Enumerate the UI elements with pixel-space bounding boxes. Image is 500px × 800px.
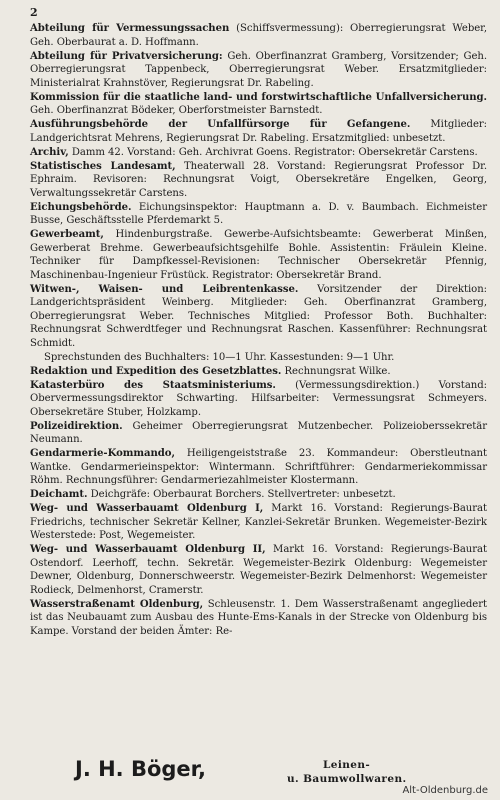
directory-entry — [30, 91, 487, 118]
entry-heading: Weg- und Wasserbauamt Oldenburg II, — [30, 544, 266, 555]
entry-heading: Witwen-, Waisen- und Leibrentenkasse. — [30, 283, 299, 295]
directory-listing — [30, 3, 487, 638]
entry-text: Geh. Oberfinanzrat Bödeker, Oberforstmeister Barnstedt. — [30, 105, 323, 116]
entry-text: Schleusenstr. 1. Dem Wasserstraßenamt angegliedert ist das Neubauamt zum Ausbau des Hunte-Ems-Kanals in der Strecke von Oldenburg bis Kampe. Vorstand der beiden Ämter: Re- — [30, 598, 487, 637]
ad-company-name: J. H. Böger, — [75, 757, 206, 781]
watermark: Alt-Oldenburg.de — [402, 785, 488, 796]
directory-entry — [30, 598, 487, 639]
entry-text: Markt 16. Vorstand: Regierungs-Baurat Friedrichs, technischer Sekretär Kellner, Kanzlei-Sekretär Brunken. Wegemeister-Bezirk Westerstede: Post, Wegemeister. — [30, 503, 488, 541]
entry-heading: Gewerbeamt, — [30, 229, 104, 240]
directory-entry — [30, 379, 487, 420]
entry-heading: Polizeidirektion. — [30, 420, 123, 432]
entry-heading: Gendarmerie-Kommando, — [30, 448, 175, 459]
directory-entry — [30, 118, 487, 145]
entry-heading: Ausführungsbehörde der Unfallfürsorge für Gefangene. — [30, 119, 411, 130]
directory-entry — [30, 543, 487, 597]
entry-text: Deichgräfe: Oberbaurat Borchers. Stellvertreter: unbesetzt. — [87, 489, 396, 500]
ad-line-1: Leinen- — [323, 759, 371, 771]
entry-text: Rechnungsrat Wilke. — [281, 365, 391, 377]
entry-text: Markt 16. Vorstand: Regierungs-Baurat Ostendorf. Leerhoff, techn. Sekretär. Wegemeister-Bezirk Oldenburg: Wegemeister Dewner, Oldenburg, Donnerschweerstr. Wegemeister-Bezirk Delmenhorst: Wegemeister Rodieck, Delmenhorst, Cramerstr. — [30, 544, 487, 596]
directory-entry — [30, 502, 487, 543]
entry-text: Theaterwall 28. Vorstand: Regierungsrat Professor Dr. Ephraim. Revisoren: Rechnungsrat Voigt, Obersekretäre Engelken, Georg, Verwaltungssekretär Carstens. — [30, 160, 487, 199]
entry-heading: Eichungsbehörde. — [30, 201, 132, 213]
entry-heading: Abteilung für Vermessungssachen — [30, 23, 230, 34]
entry-text: Vorsitzender der Direktion: Landgerichtspräsident Weinberg. Mitglieder: Geh. Oberfinanzrat Gramberg, Oberregierungsrat Weber. Technisches Mitglied: Professor Both. Buchhalter: Rechnungsrat Schwerdtfeger und Rechnungsrat Raschen. Kassenführer: Rechnungsrat Schmidt. — [30, 283, 487, 349]
ad-line-2: u. Baumwollwaren. — [287, 773, 407, 785]
entry-text: Geheimer Oberregierungsrat Mutzenbecher. Polizeioberssekretär Neumann. — [30, 420, 487, 445]
entry-heading: Katasterbüro des Staatsministeriums. — [30, 379, 276, 391]
entry-heading: Redaktion und Expedition des Gesetzblattes. — [30, 365, 282, 377]
directory-entry — [30, 228, 487, 282]
entry-text: (Vermessungsdirektion.) Vorstand: Obervermessungsdirektor Schwarting. Hilfsarbeiter: Vermessungsrat Schmeyers. Obersekretäre Stuber, Holzkamp. — [30, 379, 487, 418]
directory-entry — [30, 488, 487, 502]
entry-text: Damm 42. Vorstand: Geh. Archivrat Goens. Registrator: Obersekretär Carstens. — [68, 146, 478, 158]
entry-text: Geh. Oberfinanzrat Gramberg, Vorsitzender; Geh. Oberregierungsrat Tappenbeck, Oberregierungsrat Weber. Ersatzmitglieder: Ministerialrat Krahnstöver, Regierungsrat Dr. Rabeling. — [30, 50, 487, 89]
entry-text: Sprechstunden des Buchhalters: 10—1 Uhr. Kassestunden: 9—1 Uhr. — [44, 351, 395, 363]
entry-heading: Archiv, — [30, 146, 69, 158]
entry-text: Mitglieder: Landgerichtsrat Mehrens, Regierungsrat Dr. Rabeling. Ersatzmitglied: unbesetzt. — [30, 119, 488, 144]
directory-entry — [30, 50, 487, 91]
entry-text: (Schiffsvermessung): Oberregierungsrat Weber, Geh. Oberbaurat a. D. Hoffmann. — [30, 23, 487, 48]
entry-heading: Weg- und Wasserbauamt Oldenburg I, — [30, 503, 264, 514]
directory-entry — [30, 283, 487, 351]
entry-heading: Kommission für die staatliche land- und forstwirtschaftliche Unfallversicherung. — [30, 91, 487, 103]
entry-text: Heiligengeiststraße 23. Kommandeur: Oberstleutnant Wantke. Gendarmerieinspektor: Wintermann. Schriftführer: Gendarmeriekommissar Röhm. Rechnungsführer: Gendarmeriezahlmeister Klostermann. — [30, 448, 487, 486]
directory-entry — [30, 22, 487, 49]
directory-entry — [30, 146, 487, 160]
entry-text: Hindenburgstraße. Gewerbe-Aufsichtsbeamte: Gewerberat Minßen, Gewerberat Brehme. Gewerbeaufsichtsgehilfe Bohle. Assistentin: Fräulein Kleine. Techniker für Dampfkessel-Revisionen: Technischer Obersekretär Pfennig, Maschinenbau-Ingenieur Früstück. Registrator: Obersekretär Brand. — [30, 229, 487, 281]
entry-heading: Deichamt. — [30, 489, 88, 500]
directory-entry — [30, 420, 487, 447]
directory-entry — [30, 201, 487, 228]
directory-entry — [30, 447, 487, 488]
entry-heading: Wasserstraßenamt Oldenburg, — [30, 598, 204, 610]
entry-heading: Abteilung für Privatversicherung: — [30, 50, 223, 62]
directory-entry — [30, 365, 487, 379]
page-number: 2 — [30, 6, 38, 19]
entry-heading: Statistisches Landesamt, — [30, 160, 176, 172]
directory-entry — [30, 351, 487, 365]
entry-text: Eichungsinspektor: Hauptmann a. D. v. Baumbach. Eichmeister Busse, Geschäftsstelle Pferdemarkt 5. — [30, 201, 487, 226]
directory-entry — [30, 160, 487, 201]
